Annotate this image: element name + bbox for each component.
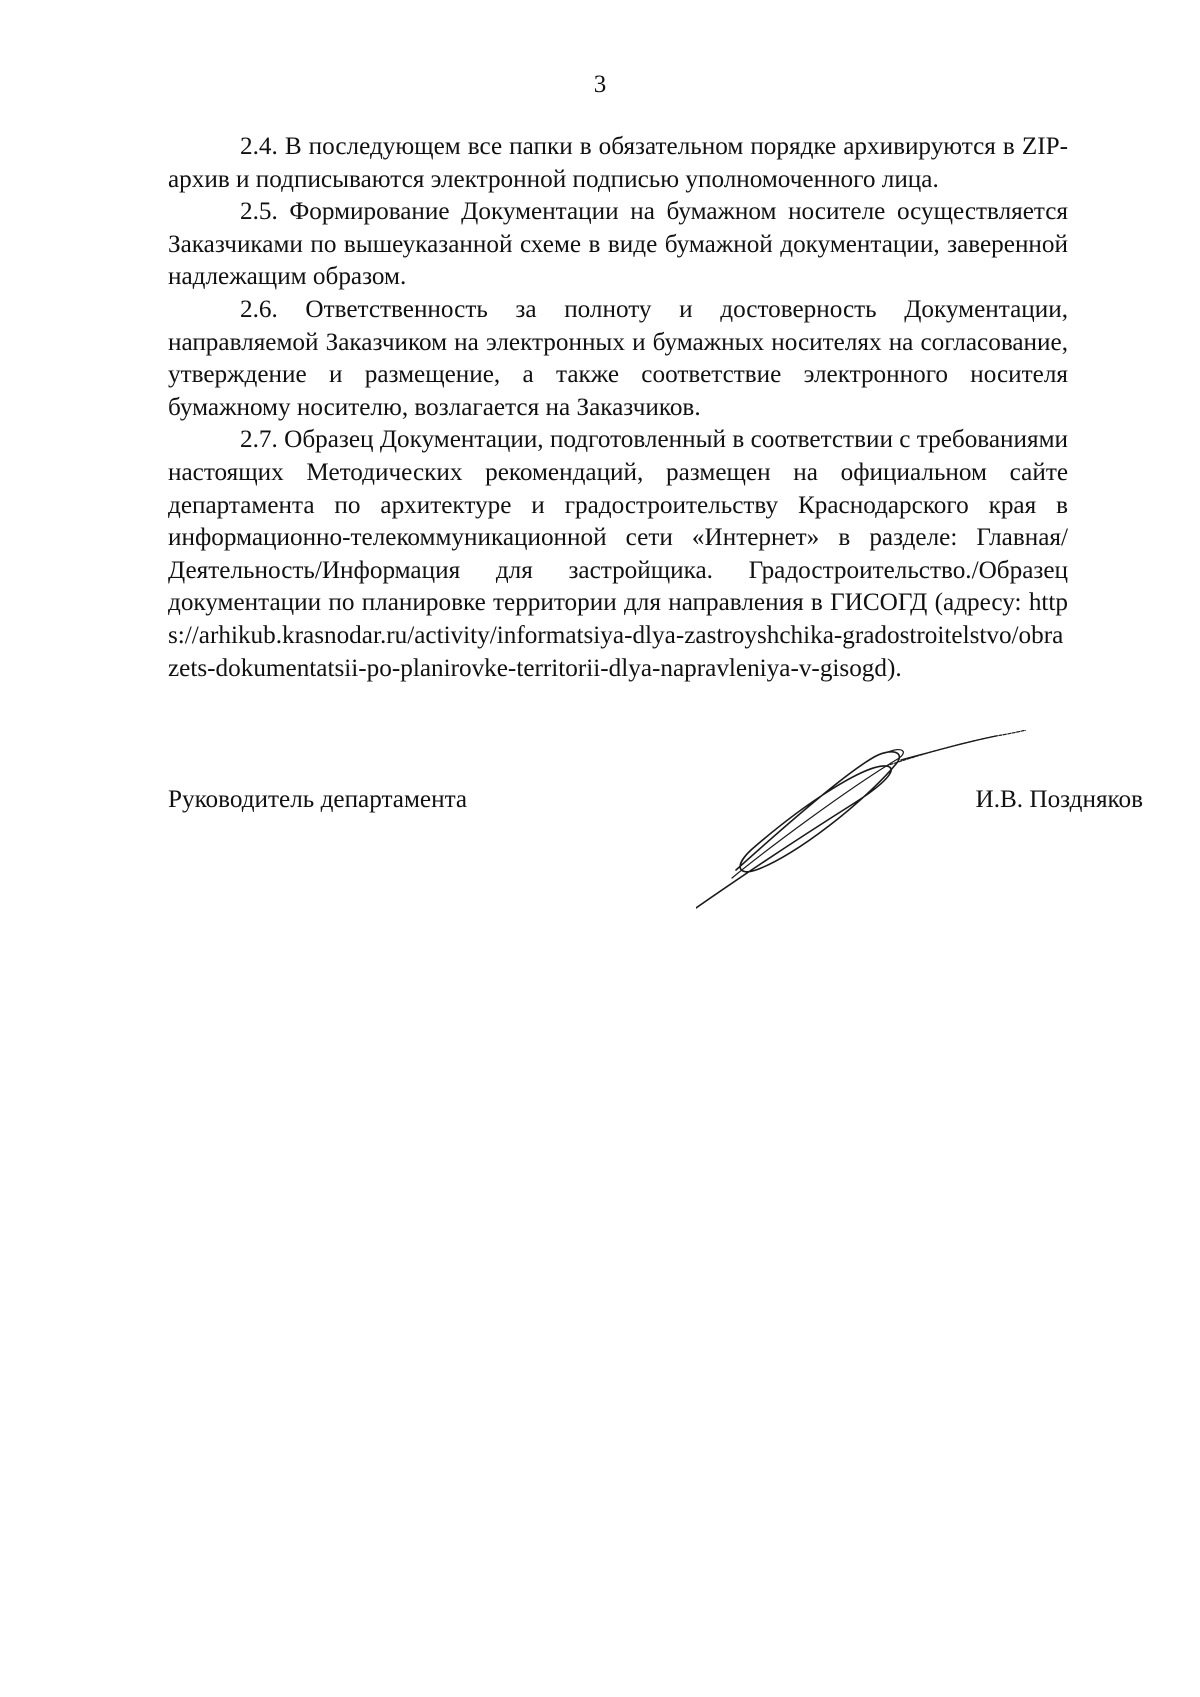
paragraph-2-7	[168, 424, 1068, 685]
section-url: https://arhikub.krasnodar.ru/activity/informatsiya-dlya-zastroyshchika-gradostroitelstvo/obrazets-dokumentatsii-po-planirovke-territorii-dlya-napravleniya-v-gisogd	[168, 589, 1068, 682]
paragraph-2-5: 2.5. Формирование Документации на бумажном носителе осуществляется Заказчиками по вышеуказанной схеме в виде бумажной документации, заверенной надлежащим образом.	[168, 198, 1068, 291]
paragraph-2-4: 2.4. В последующем все папки в обязательном порядке архивируются в ZIP-архив и подписываются электронной подписью уполномоченного лица.	[168, 133, 1068, 193]
paragraph-2-6: 2.6. Ответственность за полноту и достоверность Документации, направляемой Заказчиком на электронных и бумажных носителях на согласование, утверждение и размещение, а также соответствие электронного носителя бумажному носителю, возлагается на Заказчиков.	[168, 295, 1068, 421]
paragraph-2-7-text: 2.7. Образец Документации, подготовленный в соответствии с требованиями настоящих Методических рекомендаций, размещен на официальном сайте департамента по архитектуре и градостроительству Краснодарского края в информационно-телекоммуникационной сети «Интернет» в разделе: Главная/Деятельность/Информация для застройщика. Градостроительство./Образец документации по планировке территории для направления в ГИСОГД (адресу:	[168, 426, 1068, 617]
paragraph-2-7-closing: ).	[887, 654, 902, 682]
document-body	[168, 131, 1068, 685]
signer-name: И.В. Поздняков	[975, 786, 1143, 813]
handwritten-signature	[696, 730, 1026, 910]
page-number: 3	[593, 71, 607, 98]
signer-position: Руководитель департамента	[168, 786, 468, 813]
